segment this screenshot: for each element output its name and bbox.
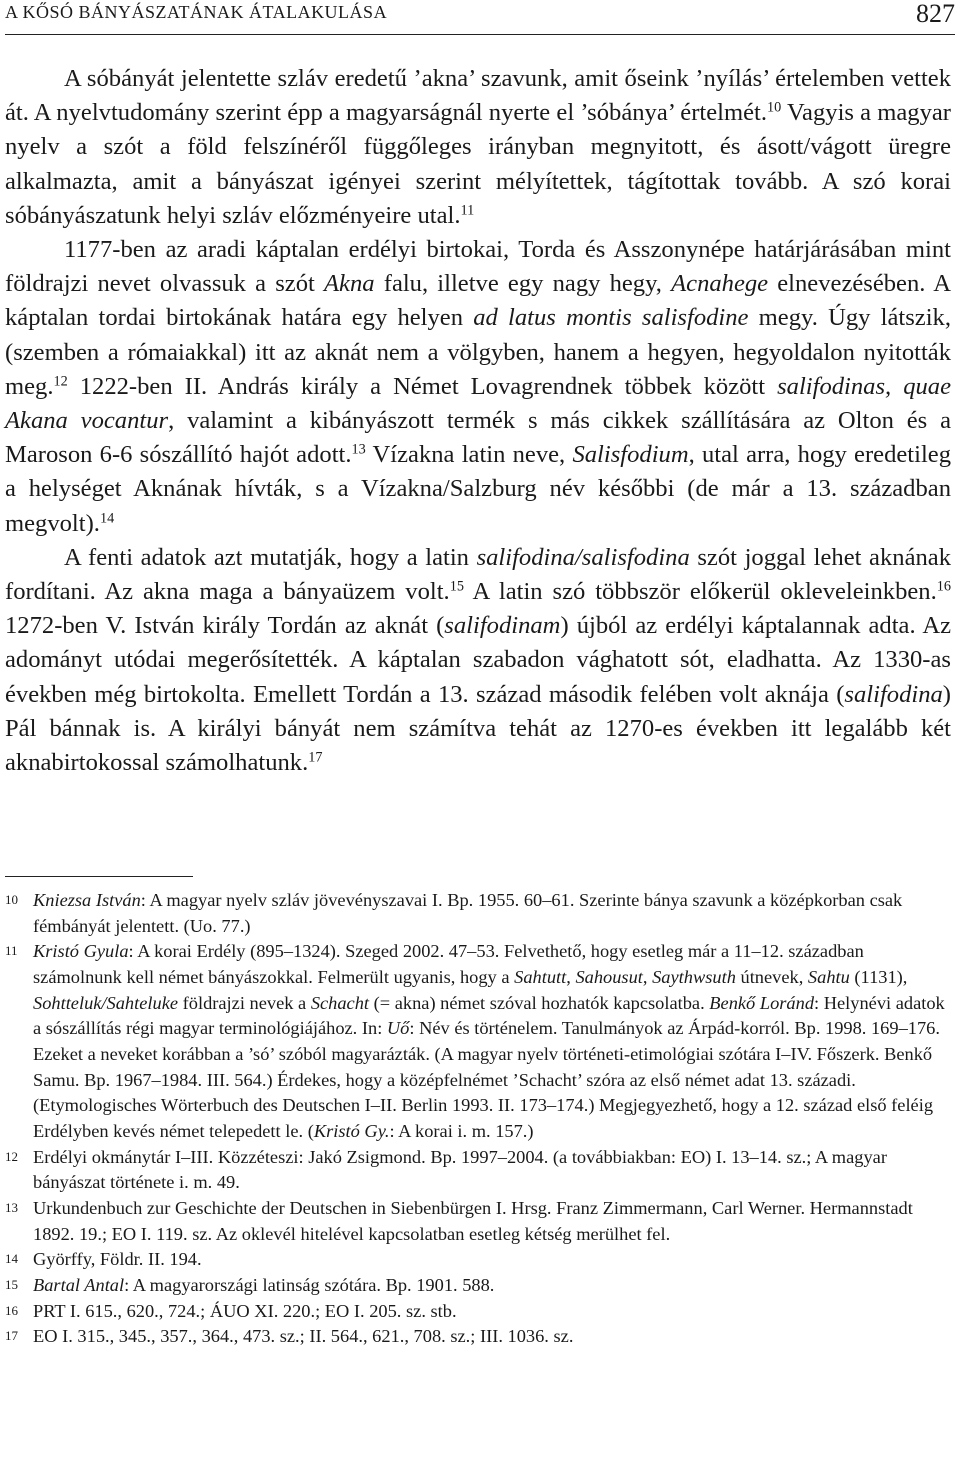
italic-text: Sahtutt bbox=[514, 966, 567, 987]
footnote-text bbox=[33, 890, 902, 936]
italic-text: Sohtteluk/Sahteluke bbox=[33, 992, 179, 1013]
footnote-number: 12 bbox=[5, 1148, 18, 1164]
italic-text: Salisfodium bbox=[572, 441, 689, 469]
running-header bbox=[5, 0, 955, 35]
italic-text: Uő bbox=[386, 1018, 410, 1039]
footnote-ref: 16 bbox=[936, 578, 951, 595]
footnote-ref: 10 bbox=[767, 99, 782, 116]
footnote-number: 17 bbox=[5, 1328, 18, 1344]
text-run: : A korai i. m. 157.) bbox=[389, 1120, 534, 1141]
italic-text: Akna bbox=[324, 270, 375, 298]
footnote-number: 14 bbox=[5, 1251, 18, 1267]
italic-text: Benkő Loránd bbox=[709, 992, 815, 1013]
footnote-text bbox=[33, 1198, 913, 1244]
paragraph bbox=[5, 541, 951, 780]
text-run: EO I. 315., 345., 357., 364., 473. sz.; II. 564., 621., 708. sz.; III. 1036. sz. bbox=[33, 1326, 574, 1347]
text-run: szót joggal lehet aknának fordítani. Az akna maga a bányaüzem volt. bbox=[5, 543, 951, 606]
text-run: : A korai Erdély (895–1324). Szeged 2002. 47–53. Felvethető, hogy esetleg már a 11–12. században számolnunk kell német bányászokkal. Felmerült ugyanis, hogy a bbox=[33, 941, 864, 987]
text-run: A latin szó többször előkerül okleveleinkben. bbox=[463, 578, 937, 606]
footnote-number: 10 bbox=[5, 892, 18, 907]
italic-text: Schacht bbox=[310, 992, 370, 1013]
text-run: , bbox=[642, 966, 653, 987]
text-run: , utal arra, hogy eredetileg a helységet Aknának hívták, s a Vízakna/Salzburg név későbbi (de már a 13. században megvolt). bbox=[5, 441, 951, 537]
footnote bbox=[5, 1196, 951, 1247]
paragraph bbox=[5, 62, 951, 233]
footnote-number: 13 bbox=[5, 1199, 18, 1215]
footnote bbox=[5, 1145, 951, 1196]
footnote-number: 16 bbox=[5, 1302, 18, 1318]
text-run: : A magyarországi latinság szótára. Bp. 1901. 588. bbox=[124, 1274, 495, 1295]
footnote-text bbox=[33, 941, 945, 1141]
text-run: Györffy, Földr. II. 194. bbox=[33, 1249, 202, 1270]
main-text bbox=[5, 62, 951, 780]
text-run: : Helynévi adatok a sószállítás régi magyar terminológiájához. In: bbox=[33, 992, 945, 1039]
text-run: A sóbányát jelentette szláv eredetű ’akna’ szavunk, amit őseink ’nyílás’ értelemben vettek át. A nyelvtudomány szerint épp a magyarságnál nyerte el ’sóbánya’ értelmét. bbox=[5, 65, 951, 127]
text-run: Vízakna latin neve, bbox=[365, 441, 573, 469]
text-run: : Név és történelem. Tanulmányok az Árpád-korról. Bp. 1998. 169–176. Ezeket a neveket korábban a ’só’ szóból magyarázták. (A magyar nyelv történeti-etimológiai szótára I–IV. Főszerk. Benkő Samu. Bp. 1967–1984. III. 564.) Érdekes, hogy a középfelnémet ’Schacht’ szóra az első német adat 13. századi. (Etymologisches Wörterbuch des Deutschen I–II. Berlin 1993. II. 173–174.) Megjegyezhető, hogy a 12. század első feléig Erdélyben kevés német telepedett le. ( bbox=[33, 1018, 940, 1141]
footnote-text bbox=[33, 1326, 573, 1346]
italic-text: Sahtu bbox=[807, 966, 850, 987]
text-run: ) Pál bánnak is. A királyi bányát nem számítva tehát az 1270-es években itt legalább két aknabirtokossal számolhatunk. bbox=[5, 680, 951, 777]
text-run: (1131), bbox=[849, 966, 908, 987]
italic-text: salifodinas, quae Akana vocantur bbox=[5, 372, 952, 435]
text-run: Erdélyi okmánytár I–III. Közzéteszi: Jakó Zsigmond. Bp. 1997–2004. (a továbbiakban: EO) I. 13–14. sz.; A magyar bányászat története i. m. 49. bbox=[33, 1146, 887, 1193]
text-run: ) újból az erdélyi káptalannak adta. Az adományt utódai megerősítették. A káptalan szabadon vághatott sót, eladhatta. Az 1330-as években még birtokolta. Emellett Tordán a 13. század második felében volt aknája ( bbox=[5, 612, 951, 708]
italic-text: Saythwsuth bbox=[652, 966, 736, 987]
italic-text: Acnahege bbox=[671, 270, 769, 298]
italic-text: Kniezsa István bbox=[33, 890, 141, 910]
italic-text: Sahousut bbox=[575, 966, 643, 987]
footnote bbox=[5, 1324, 951, 1350]
footnote bbox=[5, 939, 951, 1144]
footnote-ref: 12 bbox=[53, 373, 68, 390]
text-run: , valamint a kibányászott termék s más cikkek szállítására az Olton és a Maroson 6-6 sószállító hajót adott. bbox=[5, 407, 951, 469]
italic-text: salifodina bbox=[844, 680, 943, 708]
page-number: 827 bbox=[916, 0, 955, 28]
italic-text: salifodinam bbox=[444, 612, 561, 640]
italic-text: Kristó Gyula bbox=[33, 941, 129, 962]
footnote bbox=[5, 1247, 951, 1273]
footnote-ref: 13 bbox=[351, 441, 366, 458]
footnote-separator bbox=[5, 876, 193, 877]
text-run: földrajzi nevek a bbox=[178, 992, 311, 1013]
text-run: Vagyis a magyar nyelv a szót a föld felszínéről függőleges irányban megnyitott, és ásott/vágott üregre alkalmazta, amit a bányászat igényei szerint mélyítettek, tágítottak tovább. A szó korai sóbányászatunk helyi szláv előzményeire utal. bbox=[5, 99, 951, 229]
text-run: 1272-ben V. István király Tordán az aknát ( bbox=[5, 612, 445, 640]
text-run: , bbox=[566, 966, 576, 987]
running-title: A KŐSÓ BÁNYÁSZATÁNAK ÁTALAKULÁSA bbox=[5, 2, 388, 22]
text-run: PRT I. 615., 620., 724.; ÁUO XI. 220.; EO I. 205. sz. stb. bbox=[33, 1300, 457, 1321]
footnote-number: 15 bbox=[5, 1276, 18, 1292]
footnote bbox=[5, 1299, 951, 1325]
text-run: falu, illetve egy nagy hegy, bbox=[374, 270, 672, 298]
footnote-text bbox=[33, 1275, 494, 1295]
text-run: megy. Úgy látszik, (szemben a rómaiakkal) itt az aknát nem a völgyben, hanem a hegyen, hegyoldalon nyitották meg. bbox=[5, 304, 951, 400]
footnote-text bbox=[33, 1301, 457, 1321]
footnote-number: 11 bbox=[5, 943, 18, 959]
italic-text: salifodina/salisfodina bbox=[476, 543, 690, 571]
text-run: útnevek, bbox=[735, 966, 808, 987]
footnote-ref: 15 bbox=[449, 578, 464, 595]
footnote-text bbox=[33, 1249, 202, 1269]
footnote-ref: 14 bbox=[99, 510, 115, 527]
italic-text: ad latus montis salisfodine bbox=[473, 304, 749, 332]
text-run: A fenti adatok azt mutatják, hogy a latin bbox=[64, 543, 477, 571]
text-run: 1222-ben II. András király a Német Lovagrendnek többek között bbox=[67, 372, 778, 400]
paragraph bbox=[5, 233, 951, 541]
footnote bbox=[5, 888, 951, 939]
footnote-text bbox=[33, 1147, 887, 1193]
italic-text: Bartal Antal bbox=[33, 1274, 125, 1295]
footnote bbox=[5, 1273, 951, 1299]
text-run: Urkundenbuch zur Geschichte der Deutschen in Siebenbürgen I. Hrsg. Franz Zimmermann, Carl Werner. Hermannstadt 1892. 19.; EO I. 119. sz. Az oklevél hitelével kapcsolatban esetleg kétség merülhet fel. bbox=[33, 1197, 913, 1244]
italic-text: Kristó Gy. bbox=[313, 1120, 390, 1141]
footnote-ref: 17 bbox=[308, 749, 323, 766]
text-run: (= akna) német szóval hozhatók kapcsolatba. bbox=[369, 992, 710, 1013]
text-run: 1177-ben az aradi káptalan erdélyi birtokai, Torda és Asszonynépe határjárásában mint földrajzi nevet olvassuk a szót bbox=[5, 236, 951, 298]
text-run: elnevezésében. A káptalan tordai birtokának határa egy helyen bbox=[5, 270, 951, 332]
footnotes bbox=[5, 888, 951, 1350]
text-run: : A magyar nyelv szláv jövevényszavai I. Bp. 1955. 60–61. Szerinte bánya szavunk a középkorban csak fémbányát jelentett. (Uo. 77.) bbox=[33, 890, 903, 936]
footnote-ref: 11 bbox=[460, 202, 475, 219]
